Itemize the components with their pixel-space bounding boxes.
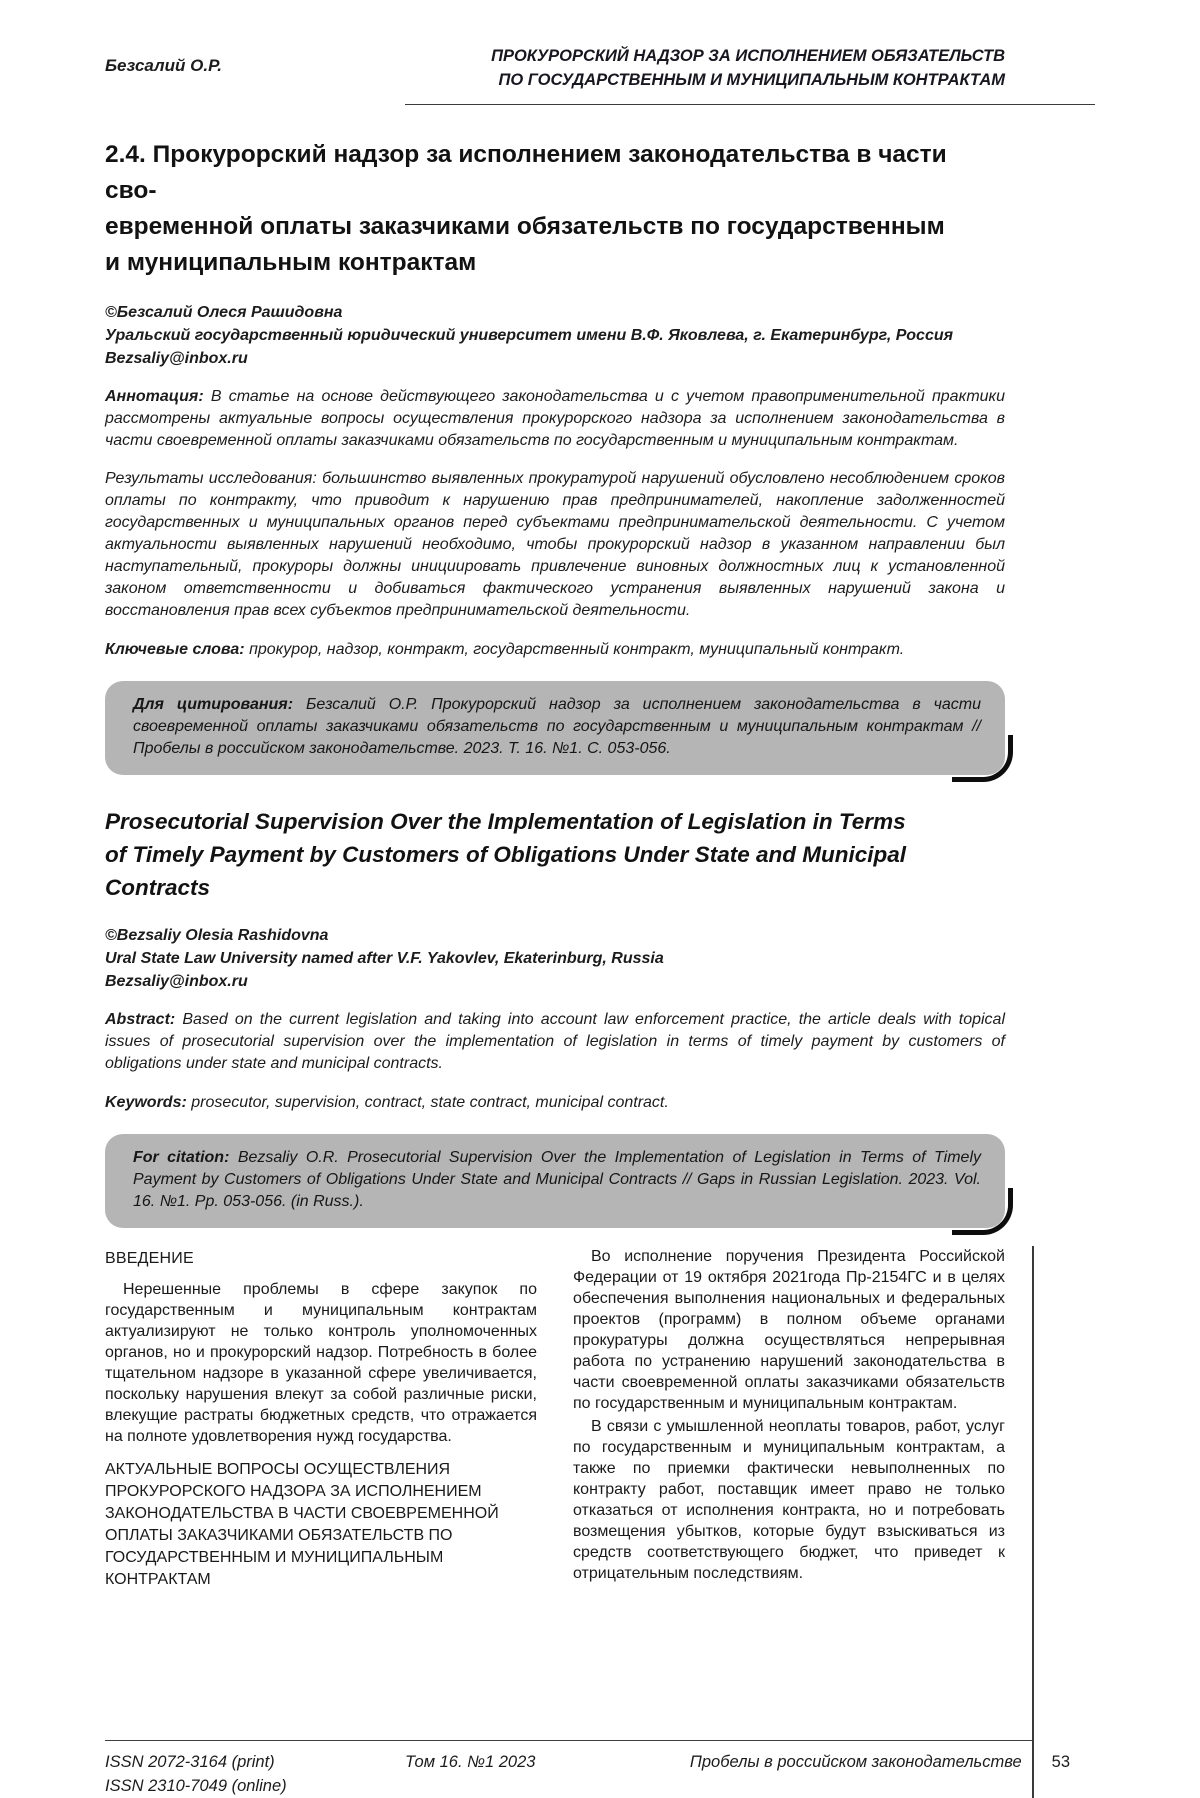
running-head-title-line2: ПО ГОСУДАРСТВЕННЫМ И МУНИЦИПАЛЬНЫМ КОНТРАКТАМ (498, 71, 1005, 89)
keywords-ru (105, 639, 1005, 661)
abstract-en (105, 1009, 1005, 1075)
citation-text-ru: Безсалий О.Р. Прокурорский надзор за исполнением законодательства в части своевременной оплаты заказчиками обязательств по государственным и муниципальным контрактам // Пробелы в российском законодательстве. 2023. Т. 16. №1. С. 053-056. (133, 696, 981, 757)
running-head-author: Безсалий О.Р. (105, 56, 223, 75)
right-column (573, 1246, 1005, 1724)
abstract-label-en: Abstract: (105, 1011, 176, 1028)
keywords-text-ru: прокурор, надзор, контракт, государственный контракт, муниципальный контракт. (249, 641, 905, 658)
right-margin-rule (1032, 1246, 1034, 1798)
keywords-label-ru: Ключевые слова: (105, 641, 245, 658)
left-column (105, 1246, 537, 1724)
page-number: 53 (1051, 1753, 1070, 1771)
article-title-en-line2: of Timely Payment by Customers of Obligations Under State and Municipal (105, 842, 906, 867)
footer-volume: Том 16. №1 2023 (405, 1753, 536, 1771)
citation-box-ru (105, 681, 1005, 775)
author-name-ru: ©Безсалий Олеся Рашидовна (105, 304, 343, 321)
introduction-paragraph: Нерешенные проблемы в сфере закупок по государственным и муниципальным контрактам актуализируют не только контроль уполномоченных органов, но и прокурорский надзор. Потребность в более тщательном надзоре в указанной сфере увеличивается, поскольку нарушения влекут за собой различные риски, влекущие растраты бюджетных средств, что отражается на полноте удовлетворения нужд государства. (105, 1281, 537, 1445)
article-body (105, 1246, 1070, 1798)
footer-journal-title: Пробелы в российском законодательстве (689, 1753, 1022, 1771)
keywords-label-en: Keywords: (105, 1094, 187, 1111)
two-column-layout (105, 1246, 1005, 1724)
author-affiliation-en: Ural State Law University named after V.F. Yakovlev, Ekaterinburg, Russia (105, 950, 664, 967)
section-heading-introduction: ВВЕДЕНИЕ (105, 1250, 194, 1267)
article-title-en-line3: Contracts (105, 875, 211, 900)
page-content (105, 44, 1070, 1798)
author-block-en (105, 924, 1005, 993)
article-title-en (105, 805, 1005, 904)
citation-paragraph-en (133, 1147, 981, 1213)
running-head-title (491, 44, 1005, 92)
author-email-en: Bezsaliy@inbox.ru (105, 973, 248, 990)
keywords-en (105, 1092, 1005, 1114)
issn-online: ISSN 2310-7049 (online) (105, 1777, 287, 1795)
abstract-text-en: Based on the current legislation and taking into account law enforcement practice, the article deals with topical issues of prosecutorial supervision over the implementation of legislation in terms of timely payment by customers of obligations under state and municipal contracts. (105, 1011, 1006, 1072)
article-title-ru-line2: евременной оплаты заказчиками обязательств по государственным (105, 213, 945, 240)
running-head-title-line1: ПРОКУРОРСКИЙ НАДЗОР ЗА ИСПОЛНЕНИЕМ ОБЯЗАТЕЛЬСТВ (491, 47, 1005, 65)
keywords-text-en: prosecutor, supervision, contract, state contract, municipal contract. (191, 1094, 669, 1111)
citation-label-ru: Для цитирования: (133, 696, 294, 713)
citation-label-en: For citation: (133, 1149, 230, 1166)
page-footer (105, 1741, 1070, 1798)
article-title-ru-line3: и муниципальным контрактам (105, 249, 477, 276)
citation-paragraph-ru (133, 694, 981, 760)
author-name-en: ©Bezsaliy Olesia Rashidovna (105, 927, 329, 944)
article-title-ru (105, 137, 1005, 281)
citation-text-en: Bezsaliy O.R. Prosecutorial Supervision Over the Implementation of Legislation in Terms of Timely Payment by Customers of Obligations Under State and Municipal Contracts // Gaps in Russian Legislation. 2023. Vol. 16. №1. Pp. 053-056. (in Russ.). (133, 1149, 982, 1210)
running-head (105, 44, 1005, 92)
annotation-text-ru: В статье на основе действующего законодательства и с учетом правоприменительной практики рассмотрены актуальные вопросы осуществления прокурорского надзора за исполнением законодательства в части своевременной оплаты заказчиками обязательств по государственным и муниципальным контрактам. (105, 388, 1005, 449)
issn-print: ISSN 2072-3164 (print) (105, 1753, 275, 1771)
annotation-ru (105, 386, 1005, 452)
author-affiliation-ru: Уральский государственный юридический университет имени В.Ф. Яковлева, г. Екатеринбург, Россия (105, 327, 954, 344)
footer-issn (105, 1750, 405, 1798)
results-paragraph-ru: Результаты исследования: большинство выявленных прокуратурой нарушений обусловлено несоблюдением сроков оплаты по контракту, что приводит к нарушению прав предпринимателей, накопление задолженностей государственных и муниципальных органов перед субъектами предпринимательской деятельности. С учетом актуальности выявленных нарушений необходимо, чтобы прокурорский надзор в указанном направлении был наступательный, прокуроры должны инициировать привлечение виновных должностных лиц к установленной законом ответственности и добиваться фактического устранения выявленных нарушений закона и восстановления прав всех субъектов предпринимательской деятельности. (105, 470, 1005, 619)
header-divider (405, 104, 1095, 105)
author-email-ru: Bezsaliy@inbox.ru (105, 350, 248, 367)
section-heading-topical-issues: АКТУАЛЬНЫЕ ВОПРОСЫ ОСУЩЕСТВЛЕНИЯ ПРОКУРОРСКОГО НАДЗОРА ЗА ИСПОЛНЕНИЕМ ЗАКОНОДАТЕЛЬСТВА В ЧАСТИ СВОЕВРЕМЕННОЙ ОПЛАТЫ ЗАКАЗЧИКАМИ ОБЯЗАТЕЛЬСТВ ПО ГОСУДАРСТВЕННЫМ И МУНИЦИПАЛЬНЫМ КОНТРАКТАМ (105, 1461, 499, 1588)
citation-box-en (105, 1134, 1005, 1228)
author-block-ru (105, 301, 1005, 370)
article-title-ru-line1: 2.4. Прокурорский надзор за исполнением законодательства в части сво- (105, 141, 947, 204)
article-title-en-line1: Prosecutorial Supervision Over the Implementation of Legislation in Terms (105, 809, 906, 834)
body-paragraph-2: В связи с умышленной неоплаты товаров, работ, услуг по государственным и муниципальным контрактам, а также по приемки фактически невыполненных по контракту работ, поставщик имеет право не только отказаться от исполнения контракта, но и потребовать возмещения убытков, которые будут взыскиваться из средств соответствующего бюджет, что приведет к отрицательным последствиям. (573, 1418, 1005, 1582)
body-paragraph-1: Во исполнение поручения Президента Российской Федерации от 19 октября 2021года Пр-2154ГС и в целях обеспечения выполнения национальных и федеральных проектов (программ) в полном объеме органами прокуратуры должна осуществляться непрерывная работа по устранению нарушений законодательства в части своевременной оплаты заказчиками обязательств по государственным и муниципальным контрактам. (573, 1248, 1005, 1412)
annotation-label-ru: Аннотация: (105, 388, 204, 405)
